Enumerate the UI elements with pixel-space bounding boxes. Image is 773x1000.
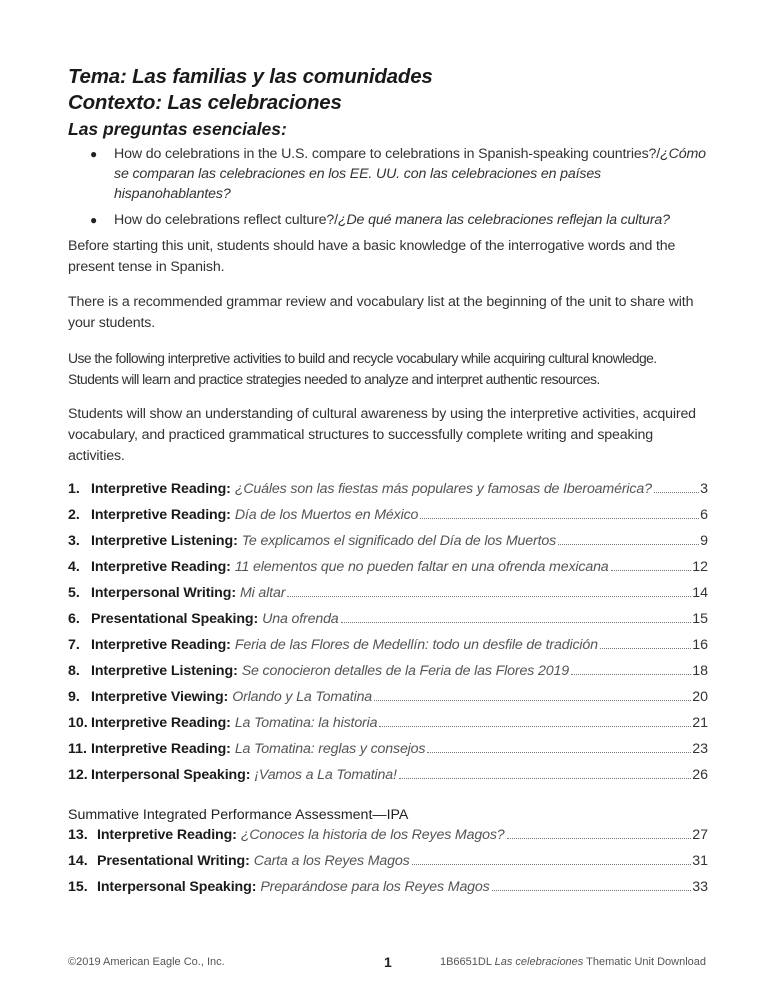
toc-number: 14.: [68, 853, 88, 869]
toc-page-number: 14: [692, 585, 708, 601]
toc-number: 8.: [68, 663, 80, 679]
dot-leader: [611, 570, 692, 571]
question-spanish: ¿De qué manera las celebraciones reflejan la cultura?: [337, 212, 670, 228]
grammar-review-paragraph: There is a recommended grammar review and vocabulary list at the beginning of the unit to share with your students.: [68, 294, 694, 331]
awareness-paragraph: Students will show an understanding of cultural awareness by using the interpretive activities, acquired vocabulary, and practiced grammatical structures to successfully complete writing and speaking activities.: [68, 406, 696, 464]
toc-number: 4.: [68, 559, 80, 575]
toc-activity-type: Interpersonal Speaking:: [97, 879, 257, 895]
toc-activity-title: Se conocieron detalles de la Feria de las Flores 2019: [241, 663, 569, 679]
toc-activity-title: Día de los Muertos en México: [234, 507, 419, 523]
essential-questions-list: [68, 144, 708, 230]
toc-number: 6.: [68, 611, 80, 627]
dot-leader: [287, 596, 691, 597]
toc-page-number: 20: [692, 689, 708, 705]
toc-entry[interactable]: [68, 481, 708, 507]
copyright-text: ©2019 American Eagle Co., Inc.: [68, 956, 225, 968]
toc-entry[interactable]: [68, 663, 708, 689]
toc-activity-title: ¿Cuáles son las fiestas más populares y famosas de Iberoamérica?: [234, 481, 652, 497]
toc-entry[interactable]: [68, 559, 708, 585]
toc-page-number: 3: [700, 481, 708, 497]
toc-number: 3.: [68, 533, 80, 549]
toc-entry[interactable]: [68, 879, 708, 905]
toc-activity-type: Interpretive Reading:: [91, 507, 231, 523]
unit-title: Las celebraciones: [494, 956, 584, 968]
table-of-contents: [68, 481, 708, 905]
activities-paragraph: Use the following interpretive activities to build and recycle vocabulary while acquiring cultural knowledge. Students will learn and practice strategies needed to analyze and interpret authentic resources.: [68, 350, 657, 387]
toc-activity-title: Te explicamos el significado del Día de los Muertos: [241, 533, 557, 549]
bullet-icon: ●: [90, 147, 98, 161]
toc-entry[interactable]: [68, 611, 708, 637]
toc-activity-title: Preparándose para los Reyes Magos: [260, 879, 490, 895]
toc-number: 1.: [68, 481, 80, 497]
toc-activity-type: Interpretive Reading:: [91, 715, 231, 731]
toc-entry[interactable]: [68, 741, 708, 767]
toc-page-number: 26: [692, 767, 708, 783]
dot-leader: [558, 544, 699, 545]
dot-leader: [379, 726, 691, 727]
dot-leader: [654, 492, 699, 493]
toc-entry[interactable]: [68, 507, 708, 533]
dot-leader: [420, 518, 699, 519]
toc-entry[interactable]: [68, 715, 708, 741]
toc-activity-title: La Tomatina: reglas y consejos: [234, 741, 426, 757]
essential-questions-heading: Las preguntas esenciales:: [68, 119, 287, 139]
theme-title: Tema: Las familias y las comunidades: [68, 65, 433, 88]
dot-leader: [507, 838, 692, 839]
question-english: How do celebrations reflect culture?/: [114, 212, 338, 228]
toc-page-number: 15: [692, 611, 708, 627]
toc-entry[interactable]: [68, 689, 708, 715]
toc-number: 7.: [68, 637, 80, 653]
toc-activity-type: Interpretive Reading:: [91, 637, 231, 653]
toc-activity-type: Interpersonal Speaking:: [91, 767, 251, 783]
toc-activity-type: Presentational Writing:: [97, 853, 250, 869]
document-page: [68, 64, 708, 905]
toc-number: 10.: [68, 715, 88, 731]
toc-activity-type: Interpretive Reading:: [91, 741, 231, 757]
toc-activity-type: Interpersonal Writing:: [91, 585, 236, 601]
dot-leader: [492, 890, 692, 891]
toc-page-number: 9: [700, 533, 708, 549]
toc-page-number: 33: [692, 879, 708, 895]
toc-activity-type: Interpretive Reading:: [91, 481, 231, 497]
toc-page-number: 21: [692, 715, 708, 731]
toc-number: 2.: [68, 507, 80, 523]
assessment-heading: Summative Integrated Performance Assessment—IPA: [68, 807, 409, 823]
question-item: [90, 210, 708, 230]
toc-entry[interactable]: [68, 827, 708, 853]
toc-page-number: 12: [692, 559, 708, 575]
toc-activity-title: Feria de las Flores de Medellín: todo un desfile de tradición: [234, 637, 598, 653]
intro-paragraph: Before starting this unit, students should have a basic knowledge of the interrogative words and the present tense in Spanish.: [68, 238, 676, 275]
toc-entry[interactable]: [68, 637, 708, 663]
product-code-id: 1B6651DL: [439, 956, 492, 968]
dot-leader: [427, 752, 691, 753]
dot-leader: [600, 648, 691, 649]
toc-page-number: 16: [692, 637, 708, 653]
toc-activity-title: Una ofrenda: [262, 611, 339, 627]
toc-number: 15.: [68, 879, 88, 895]
toc-activity-title: ¡Vamos a La Tomatina!: [254, 767, 397, 783]
toc-activity-type: Interpretive Listening:: [91, 533, 238, 549]
toc-activity-title: Mi altar: [239, 585, 286, 601]
question-english: How do celebrations in the U.S. compare to celebrations in Spanish-speaking countries?/: [114, 146, 661, 162]
product-suffix: Thematic Unit Download: [586, 956, 706, 968]
toc-page-number: 6: [700, 507, 708, 523]
toc-activity-title: La Tomatina: la historia: [234, 715, 378, 731]
toc-number: 11.: [68, 741, 87, 757]
dot-leader: [412, 864, 692, 865]
toc-page-number: 27: [692, 827, 708, 843]
dot-leader: [374, 700, 691, 701]
toc-number: 12.: [68, 767, 88, 783]
dot-leader: [399, 778, 691, 779]
toc-activity-type: Presentational Speaking:: [91, 611, 259, 627]
toc-page-number: 18: [692, 663, 708, 679]
toc-activity-title: ¿Conoces la historia de los Reyes Magos?: [240, 827, 505, 843]
toc-page-number: 23: [692, 741, 708, 757]
toc-activity-title: Orlando y La Tomatina: [232, 689, 373, 705]
toc-activity-title: 11 elementos que no pueden faltar en una ofrenda mexicana: [234, 559, 609, 575]
page-footer: [68, 954, 708, 974]
toc-page-number: 31: [692, 853, 708, 869]
toc-activity-type: Interpretive Reading:: [91, 559, 231, 575]
bullet-icon: ●: [90, 213, 98, 227]
toc-entry[interactable]: [68, 585, 708, 611]
toc-number: 5.: [68, 585, 80, 601]
toc-entry[interactable]: [68, 853, 708, 879]
page-number: 1: [384, 954, 392, 970]
toc-activity-type: Interpretive Viewing:: [91, 689, 229, 705]
toc-number: 13.: [68, 827, 88, 843]
dot-leader: [571, 674, 691, 675]
toc-entry[interactable]: [68, 767, 708, 793]
dot-leader: [341, 622, 692, 623]
toc-activity-type: Interpretive Reading:: [97, 827, 237, 843]
context-title: Contexto: Las celebraciones: [68, 91, 342, 114]
toc-entry[interactable]: [68, 533, 708, 559]
product-code: [440, 956, 706, 968]
question-item: [90, 144, 708, 204]
toc-activity-title: Carta a los Reyes Magos: [253, 853, 410, 869]
toc-number: 9.: [68, 689, 80, 705]
toc-activity-type: Interpretive Listening:: [91, 663, 238, 679]
question-spanish: ¿Cómo se comparan las celebraciones en los EE. UU. con las celebraciones en países hispanohablantes?: [114, 146, 706, 202]
